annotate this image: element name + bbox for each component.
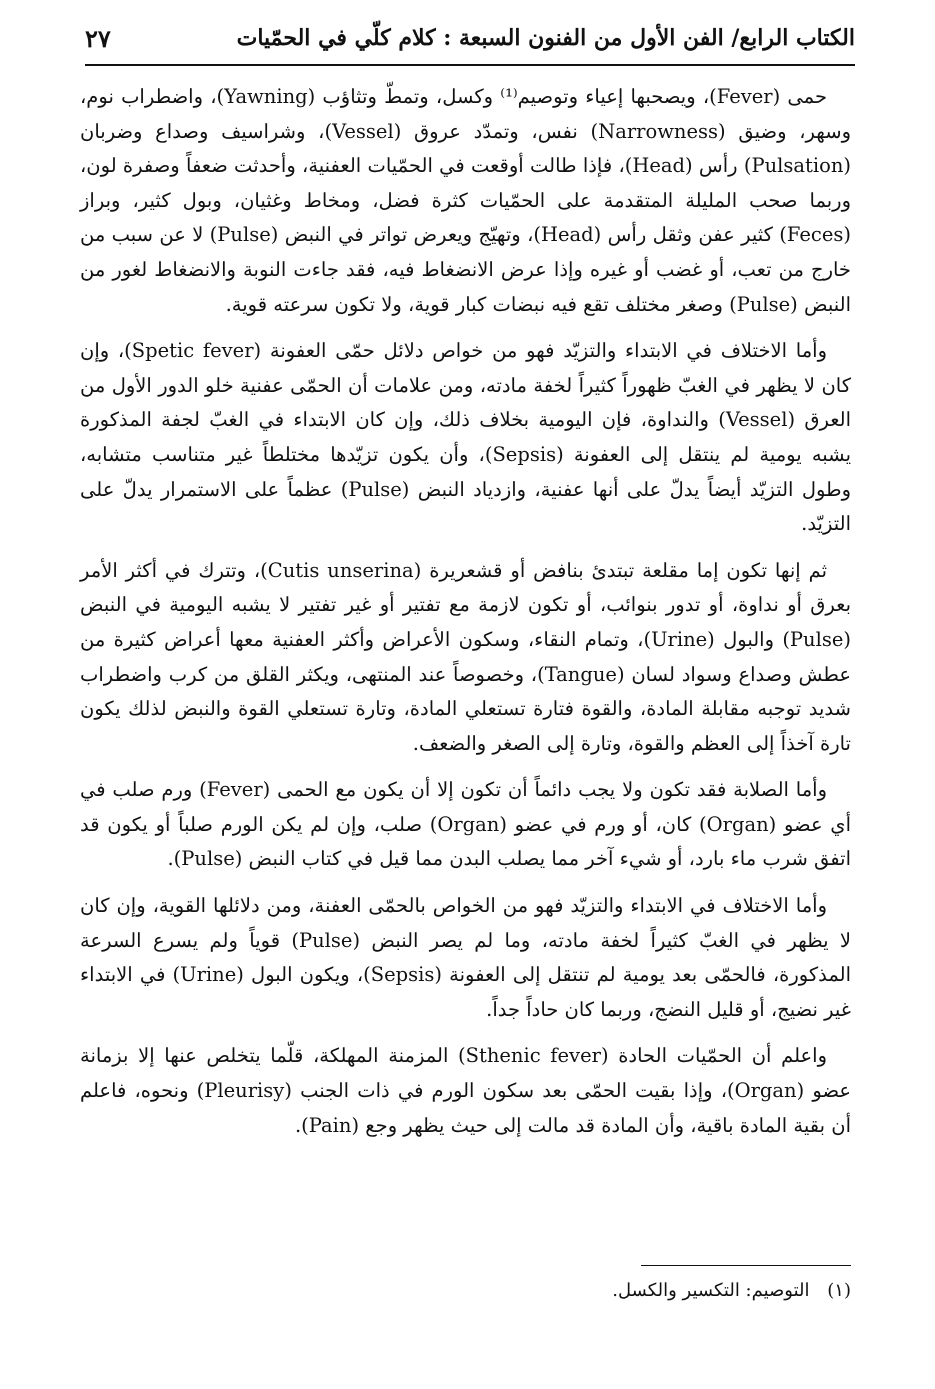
page-header bbox=[85, 14, 855, 62]
page-number: ٢٧ bbox=[85, 23, 111, 53]
paragraph: وأما الصلابة فقد تكون ولا يجب دائماً أن تكون إلا أن يكون مع الحمى (Fever) ورم صلب في أي عضو (Organ) كان، أو ورم في عضو (Organ) صلب، وإن لم يكن الورم صلباً أو يكون قد اتفق شرب ماء بارد، أو شيء آخر مما يصلب البدن مما قيل في كتاب النبض (Pulse). bbox=[80, 778, 851, 871]
footnote-rule bbox=[641, 1265, 851, 1266]
paragraph: ثم إنها تكون إما مقلعة تبتدئ بنافض أو قشعريرة (Cutis unserina)، وتترك في أكثر الأمر بعرق أو نداوة، أو تدور بنوائب، أو تكون لازمة مع تفتير أو غير تفتير لا يشبه اليومية في النبض (Pulse) والبول (Urine)، وتمام النقاء، وسكون الأعراض وأكثر العفنية معها أعراض كثيرة من عطش وصداع وسواد لسان (Tangue)، وخصوصاً عند المنتهى، ويكثر القلق من كرب واضطراب شديد توجبه مقابلة المادة، والقوة فتارة تستعلي المادة، وتارة تستعلي القوة والنبض لذلك يكون تارة آخذاً إلى العظم والقوة، وتارة إلى الصغر والضعف. bbox=[80, 558, 852, 755]
header-rule bbox=[85, 64, 855, 66]
paragraph: وأما الاختلاف في الابتداء والتزيّد فهو من خواص دلائل حمّى العفونة (Spetic fever)، وإن كان لا يظهر في الغبّ ظهوراً كثيراً لخفة مادته، ومن علامات أن الحمّى عفنية خلو الدور الأول من العرق (Vessel) والنداوة، فإن اليومية بخلاف ذلك، وإن كان الابتداء في الغبّ لجفة المذكورة يشبه يومية لم ينتقل إلى العفونة (Sepsis)، وأن يكون تزيّدها مختلطاً غير متناسب متشابه، وطول التزيّد أيضاً يدلّ على أنها عفنية، وازدياد النبض (Pulse) عظماً على الاستمرار يدلّ على التزيّد. bbox=[80, 339, 851, 536]
footnote-marker: (١) bbox=[827, 1280, 851, 1301]
footnote-text: التوصيم: التكسير والكسل. bbox=[612, 1280, 810, 1301]
running-title: الكتاب الرابع/ الفن الأول من الفنون السبعة : كلام كلّي في الحمّيات bbox=[236, 25, 855, 51]
paragraph: وأما الاختلاف في الابتداء والتزيّد فهو من الخواص بالحمّى العفنة، ومن دلائلها القوية، وإن كان لا يظهر في الغبّ كثيراً لخفة مادته، وما لم يصر النبض (Pulse) قوياً ولم يسرع السرعة المذكورة، فالحمّى بعد يومية لم تنتقل إلى العفونة (Sepsis)، ويكون البول (Urine) في الابتداء غير نضيج، أو قليل النضج، وربما كان حاداً جداً. bbox=[80, 894, 851, 1021]
paragraph: حمى (Fever)، ويصحبها إعياء وتوصيم⁽¹⁾ وكسل، وتمطّ وتثاؤب (Yawning)، واضطراب نوم، وسهر، وضيق (Narrowness) نفس، وتمدّد عروق (Vessel)، وشراسيف وصداع وضربان (Pulsation) رأس (Head)، فإذا طالت أوقعت في الحمّيات العفنية، وأحدثت ضعفاً وصفرة لون، وربما صحب المليلة المتقدمة على الحمّيات كثرة فضل، ومخاط وغثيان، وبول كثير، وبراز (Feces) كثير عفن وثقل رأس (Head)، وتهيّج ويعرض تواتر في النبض (Pulse) لا عن سبب من خارج من تعب، أو غضب أو غيره وإذا عرض الانضغاط فيه، فقد جاءت النوبة والانضغاط لغور من النبض (Pulse) وصغر مختلف تقع فيه نبضات كبار قوية، ولا تكون سرعته قوية. bbox=[80, 85, 851, 316]
footnote bbox=[612, 1280, 851, 1301]
body-text bbox=[80, 80, 851, 1155]
paragraph: واعلم أن الحمّيات الحادة (Sthenic fever) المزمنة المهلكة، قلّما يتخلص عنها إلا بزمانة عضو (Organ)، وإذا بقيت الحمّى بعد سكون الورم في ذات الجنب (Pleurisy) ونحوه، فاعلم أن بقية المادة باقية، وأن المادة قد مالت إلى حيث يظهر وجع (Pain). bbox=[80, 1044, 851, 1137]
